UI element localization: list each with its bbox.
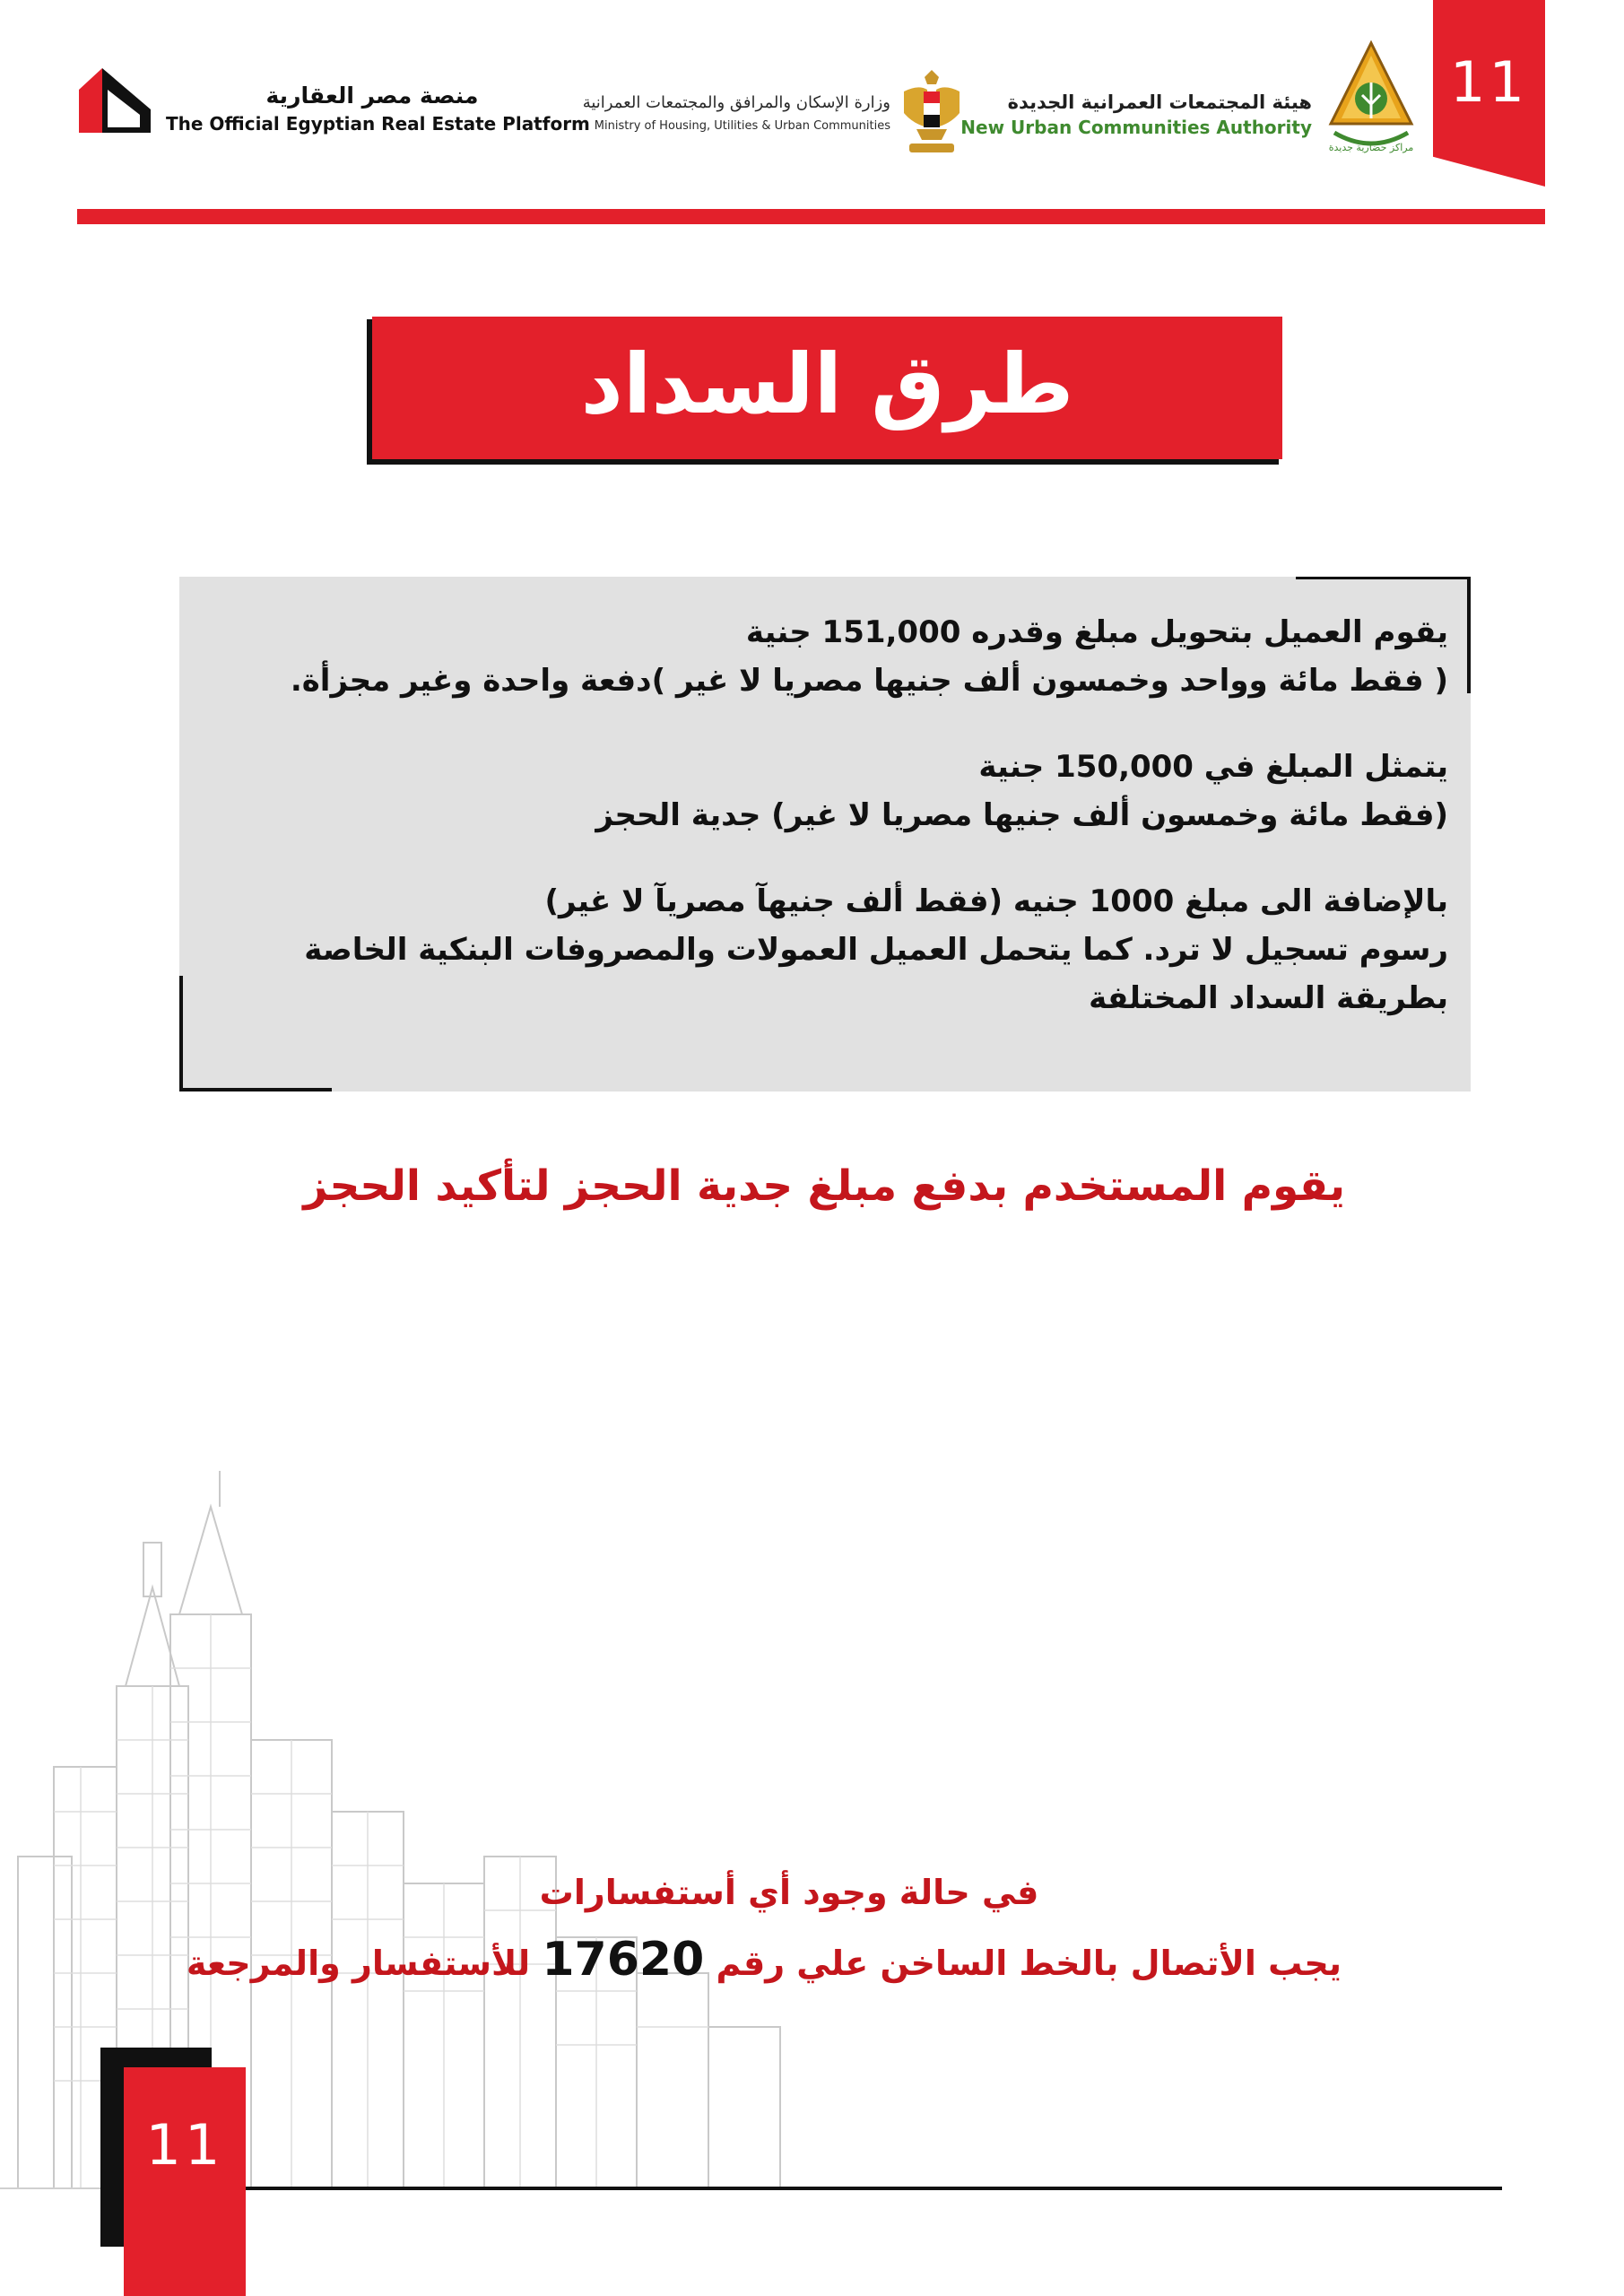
page-number-top: 11 — [1450, 49, 1528, 115]
corner-bracket-bottom-left-vertical — [179, 976, 183, 1091]
panel-line: (فقط مائة وخمسون ألف جنيها مصريا لا غير) جدية الحجز — [595, 797, 1448, 833]
page-number-bottom: 11 — [145, 2112, 224, 2178]
platform-name-ar: منصة مصر العقارية — [265, 83, 479, 109]
title-banner — [372, 317, 1282, 459]
panel-line: بالإضافة الى مبلغ 1000 جنيه (فقط ألف جنيهآ مصريآ لا غير) — [544, 883, 1448, 919]
hotline-line — [179, 1933, 1342, 1987]
platform-name-en: The Official Egyptian Real Estate Platform — [166, 113, 590, 135]
platform-house-logo — [77, 63, 152, 135]
hotline-prefix: يجب الأتصال بالخط الساخن علي رقم — [716, 1944, 1342, 1983]
corner-bracket-bottom-left — [179, 1088, 332, 1091]
panel-line: بطريقة السداد المختلفة — [1089, 980, 1448, 1016]
corner-bracket-top-right — [1296, 577, 1471, 579]
ministry-name-en: Ministry of Housing, Utilities & Urban Communities — [594, 119, 890, 133]
footer-page-tab — [124, 2067, 246, 2296]
panel-line: يقوم العميل بتحويل مبلغ وقدره 151,000 جنية — [745, 614, 1448, 650]
inquiries-line: في حالة وجود أي أستفسارات — [539, 1873, 1039, 1912]
egypt-eagle-emblem — [897, 65, 967, 158]
booking-statement: يقوم المستخدم بدفع مبلغ جدية الحجز لتأكيد الحجز — [303, 1161, 1345, 1211]
hotline-number[interactable]: 17620 — [542, 1933, 705, 1987]
nuca-logo-caption: مراكز حضارية جديدة — [1328, 142, 1414, 153]
panel-line: رسوم تسجيل لا ترد. كما يتحمل العميل العمولات والمصروفات البنكية الخاصة — [304, 932, 1448, 968]
header-divider — [77, 209, 1545, 224]
nuca-name-en: New Urban Communities Authority — [960, 117, 1312, 138]
page-title: طرق السداد — [580, 335, 1074, 432]
corner-bracket-top-right-vertical — [1467, 577, 1471, 693]
panel-line: ( فقط مائة وواحد وخمسون ألف جنيها مصريا لا غير )دفعة واحدة وغير مجزأة. — [290, 663, 1448, 699]
nuca-logo — [1322, 36, 1420, 161]
payment-info-text — [206, 608, 1448, 1022]
ministry-name-ar: وزارة الإسكان والمرافق والمجتمعات العمرانية — [582, 93, 890, 112]
footer-divider — [161, 2187, 1502, 2190]
panel-line: يتمثل المبلغ في 150,000 جنية — [978, 749, 1448, 785]
hotline-suffix: للأستفسار والمرجعة — [186, 1944, 531, 1983]
nuca-name-ar: هيئة المجتمعات العمرانية الجديدة — [1007, 91, 1312, 113]
